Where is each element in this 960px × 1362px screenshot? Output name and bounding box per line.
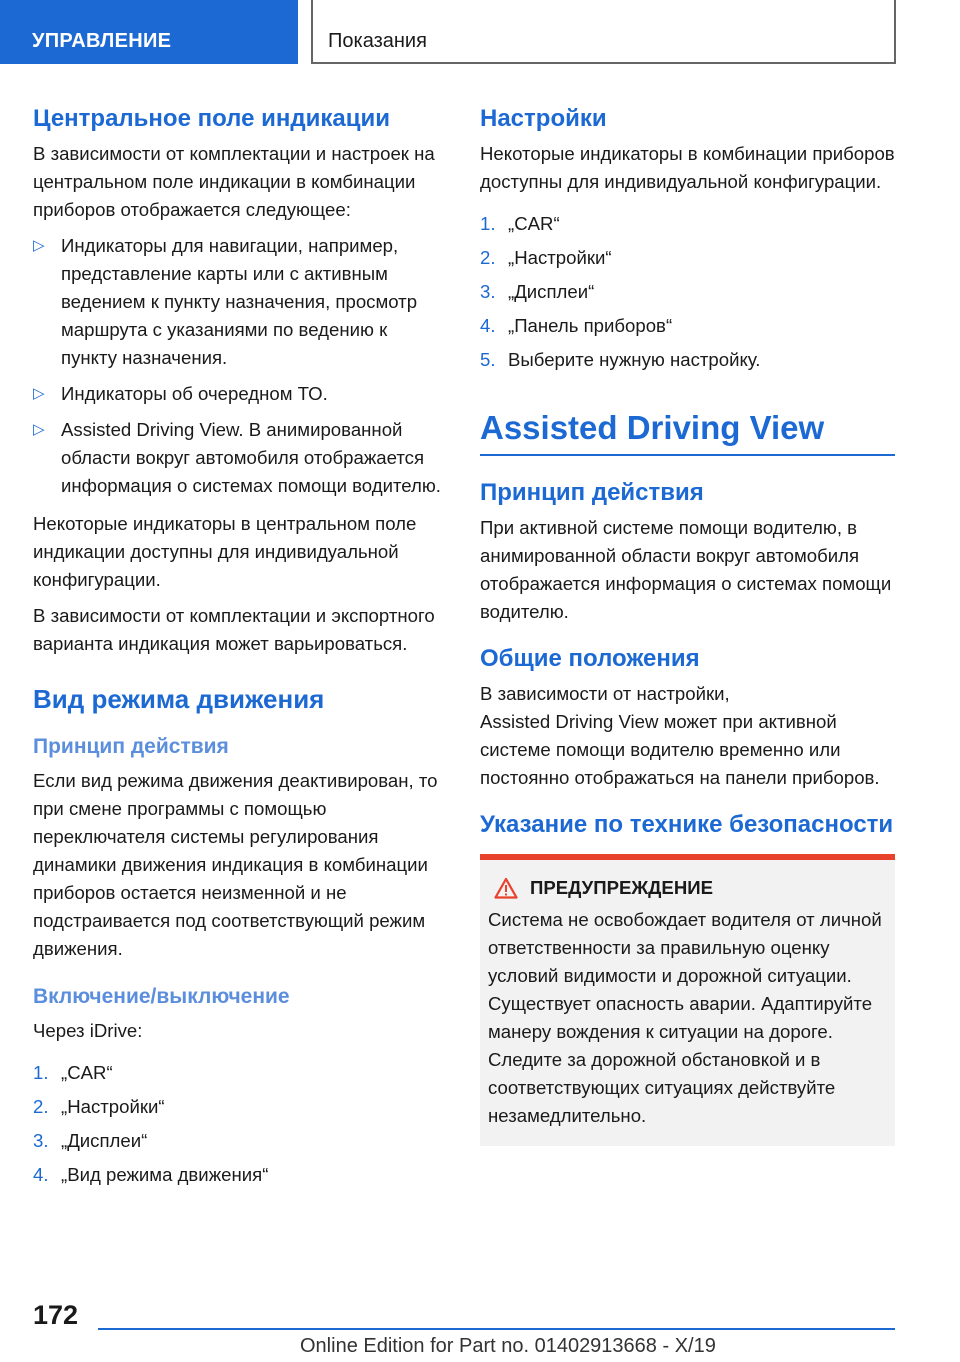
paragraph-idrive: Через iDrive: — [33, 1020, 143, 1041]
warning-triangle-icon — [494, 877, 518, 899]
heading-safety: Указание по технике безопасности — [480, 811, 894, 838]
footer-divider — [98, 1328, 895, 1330]
subheading-on-off: Включение/выключение — [33, 985, 290, 1008]
chapter-title: Assisted Driving View — [480, 408, 895, 456]
list-item: 3. „Дисплеи“ — [33, 1130, 148, 1151]
list-item: 4. „Панель приборов“ — [480, 315, 673, 336]
warning-text: Система не освобождает водителя от личной ответственности за правильную оценку условий видимости и дорожной ситуации. Существует опасность аварии. Адаптируйте манеру вождения к ситуации на дороге. Следите за дорожной обстановкой и в соответствующих ситуациях действуйте незамедлительно. — [488, 909, 882, 1126]
list-item: 2. „Настройки“ — [480, 247, 612, 268]
triangle-right-outline-icon: ▷ — [33, 237, 45, 254]
paragraph-intro: В зависимости от комплектации и настроек на центральном поле индикации в комбинации приборов отображается следующее: — [33, 143, 435, 220]
warning-header — [488, 874, 887, 902]
left-column — [33, 104, 446, 1199]
header-section-tab: УПРАВЛЕНИЕ — [0, 0, 298, 64]
list-item: 1. „CAR“ — [33, 1062, 113, 1083]
subheading-principle: Принцип действия — [33, 735, 229, 758]
list-item: 4. „Вид режима движения“ — [33, 1164, 269, 1185]
paragraph-config: Некоторые индикаторы в центральном поле индикации доступны для индивидуальной конфигурации. — [33, 513, 417, 590]
right-column — [480, 104, 895, 1146]
list-item: ▷ Assisted Driving View. В анимированной области вокруг автомобиля отображается информация о системах помощи водителю. — [33, 416, 446, 500]
heading-center-display: Центральное поле индикации — [33, 105, 390, 132]
paragraph-general-2: Assisted Driving View может при активной системе помощи водителю временно или постоянно отображаться на панели приборов. — [480, 711, 880, 788]
bullet-list — [33, 232, 446, 500]
list-item: 2. „Настройки“ — [33, 1096, 165, 1117]
warning-box — [480, 854, 895, 1146]
steps-list — [480, 210, 895, 374]
triangle-right-outline-icon: ▷ — [33, 385, 45, 402]
list-item: 3. „Дисплеи“ — [480, 281, 595, 302]
list-item: 1. „CAR“ — [480, 213, 560, 234]
steps-list — [33, 1059, 446, 1189]
page-number: 172 — [33, 1300, 79, 1330]
heading-settings: Настройки — [480, 105, 607, 132]
header-topic: Показания — [311, 0, 896, 64]
heading-principle: Принцип действия — [480, 479, 704, 506]
list-item: 5. Выберите нужную настройку. — [480, 349, 761, 370]
paragraph-export: В зависимости от комплектации и экспортного варианта индикация может варьироваться. — [33, 605, 435, 654]
list-item: ▷ Индикаторы об очередном ТО. — [33, 380, 446, 408]
paragraph-principle: Если вид режима движения деактивирован, то при смене программы с помощью переключателя системы регулирования динамики движения индикация в комбинации приборов остается неизменной и не подстраивается под соответствующий режим движения. — [33, 770, 438, 959]
heading-general: Общие положения — [480, 645, 700, 672]
triangle-right-outline-icon: ▷ — [33, 421, 45, 438]
paragraph-general-1: В зависимости от настройки, — [480, 683, 730, 704]
heading-drive-mode: Вид режима движения — [33, 684, 325, 714]
warning-title: ПРЕДУПРЕЖДЕНИЕ — [530, 877, 714, 898]
paragraph-settings: Некоторые индикаторы в комбинации приборов доступны для индивидуальной конфигурации. — [480, 143, 895, 192]
paragraph-principle: При активной системе помощи водителю, в анимированной области вокруг автомобиля отображается информация о системах помощи водителю. — [480, 517, 892, 622]
list-item: ▷ Индикаторы для навигации, например, представление карты или с активным ведением к пункту назначения, просмотр маршрута с указаниями по ведению к пункту назначения. — [33, 232, 446, 372]
footer-edition: Online Edition for Part no. 01402913668 - X/19 — [300, 1335, 716, 1357]
